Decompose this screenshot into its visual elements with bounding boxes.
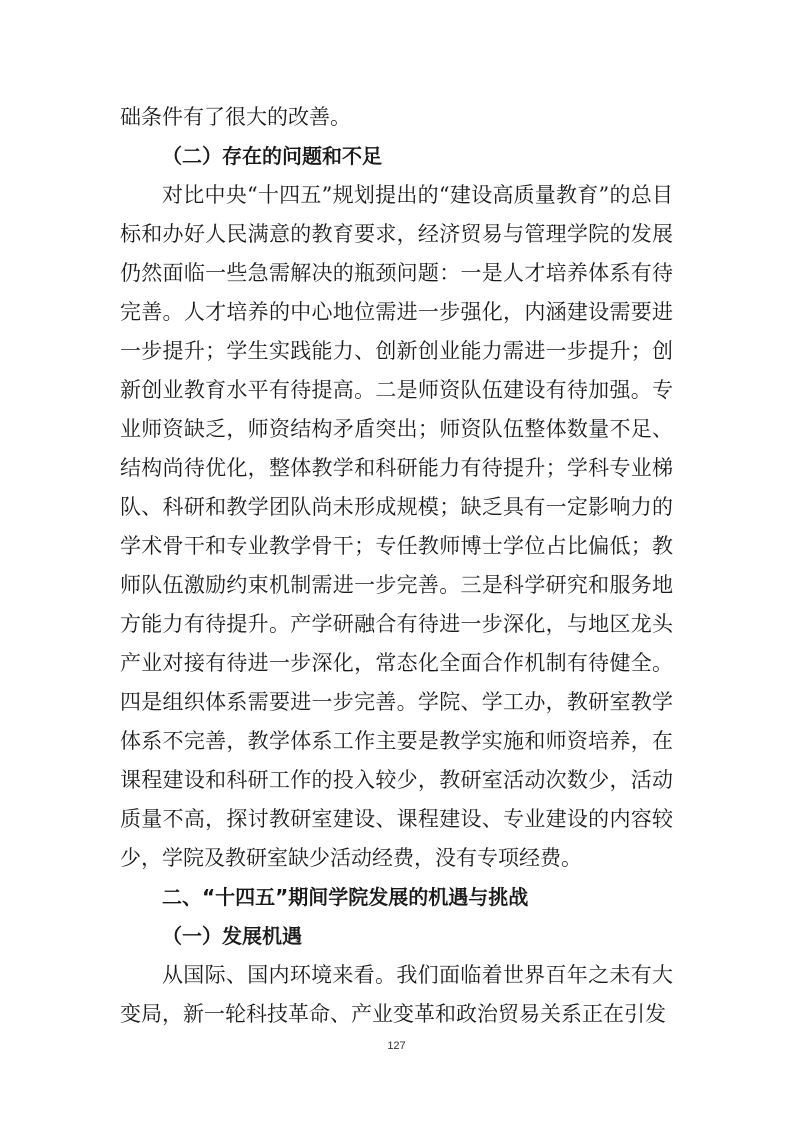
heading-problems: （二）存在的问题和不足	[162, 144, 382, 168]
heading-opportunity: （一）发展机遇	[162, 924, 302, 948]
paragraph-opportunity: 从国际、国内环境来看。我们面临着世界百年之未有大变局，新一轮科技革命、产业变革和政治贸易关系正在引发	[120, 963, 673, 1026]
document-page	[120, 98, 673, 1034]
heading-section-2: 二、“十四五”期间学院发展的机遇与挑战	[162, 885, 529, 909]
page-number: 127	[387, 1040, 406, 1052]
paragraph-problems: 对比中央“十四五”规划提出的“建设高质量教育”的总目标和办好人民满意的教育要求，经济贸易与管理学院的发展仍然面临一些急需解决的瓶颈问题：一是人才培养体系有待完善。人才培养的中心地位需进一步强化，内涵建设需要进一步提升；学生实践能力、创新创业能力需进一步提升；创新创业教育水平有待提高。二是师资队伍建设有待加强。专业师资缺乏，师资结构矛盾突出；师资队伍整体数量不足、结构尚待优化，整体教学和科研能力有待提升；学科专业梯队、科研和教学团队尚未形成规模；缺乏具有一定影响力的学术骨干和专业教学骨干；专任教师博士学位占比偏低；教师队伍激励约束机制需进一步完善。三是科学研究和服务地方能力有待提升。产学研融合有待进一步深化，与地区龙头产业对接有待进一步深化，常态化全面合作机制有待健全。四是组织体系需要进一步完善。学院、学工办，教研室教学体系不完善，教学体系工作主要是教学实施和师资培养，在课程建设和科研工作的投入较少，教研室活动次数少，活动质量不高，探讨教研室建设、课程建设、专业建设的内容较少，学院及教研室缺少活动经费，没有专项经费。	[120, 183, 673, 870]
paragraph-continuation: 础条件有了很大的改善。	[120, 105, 351, 129]
